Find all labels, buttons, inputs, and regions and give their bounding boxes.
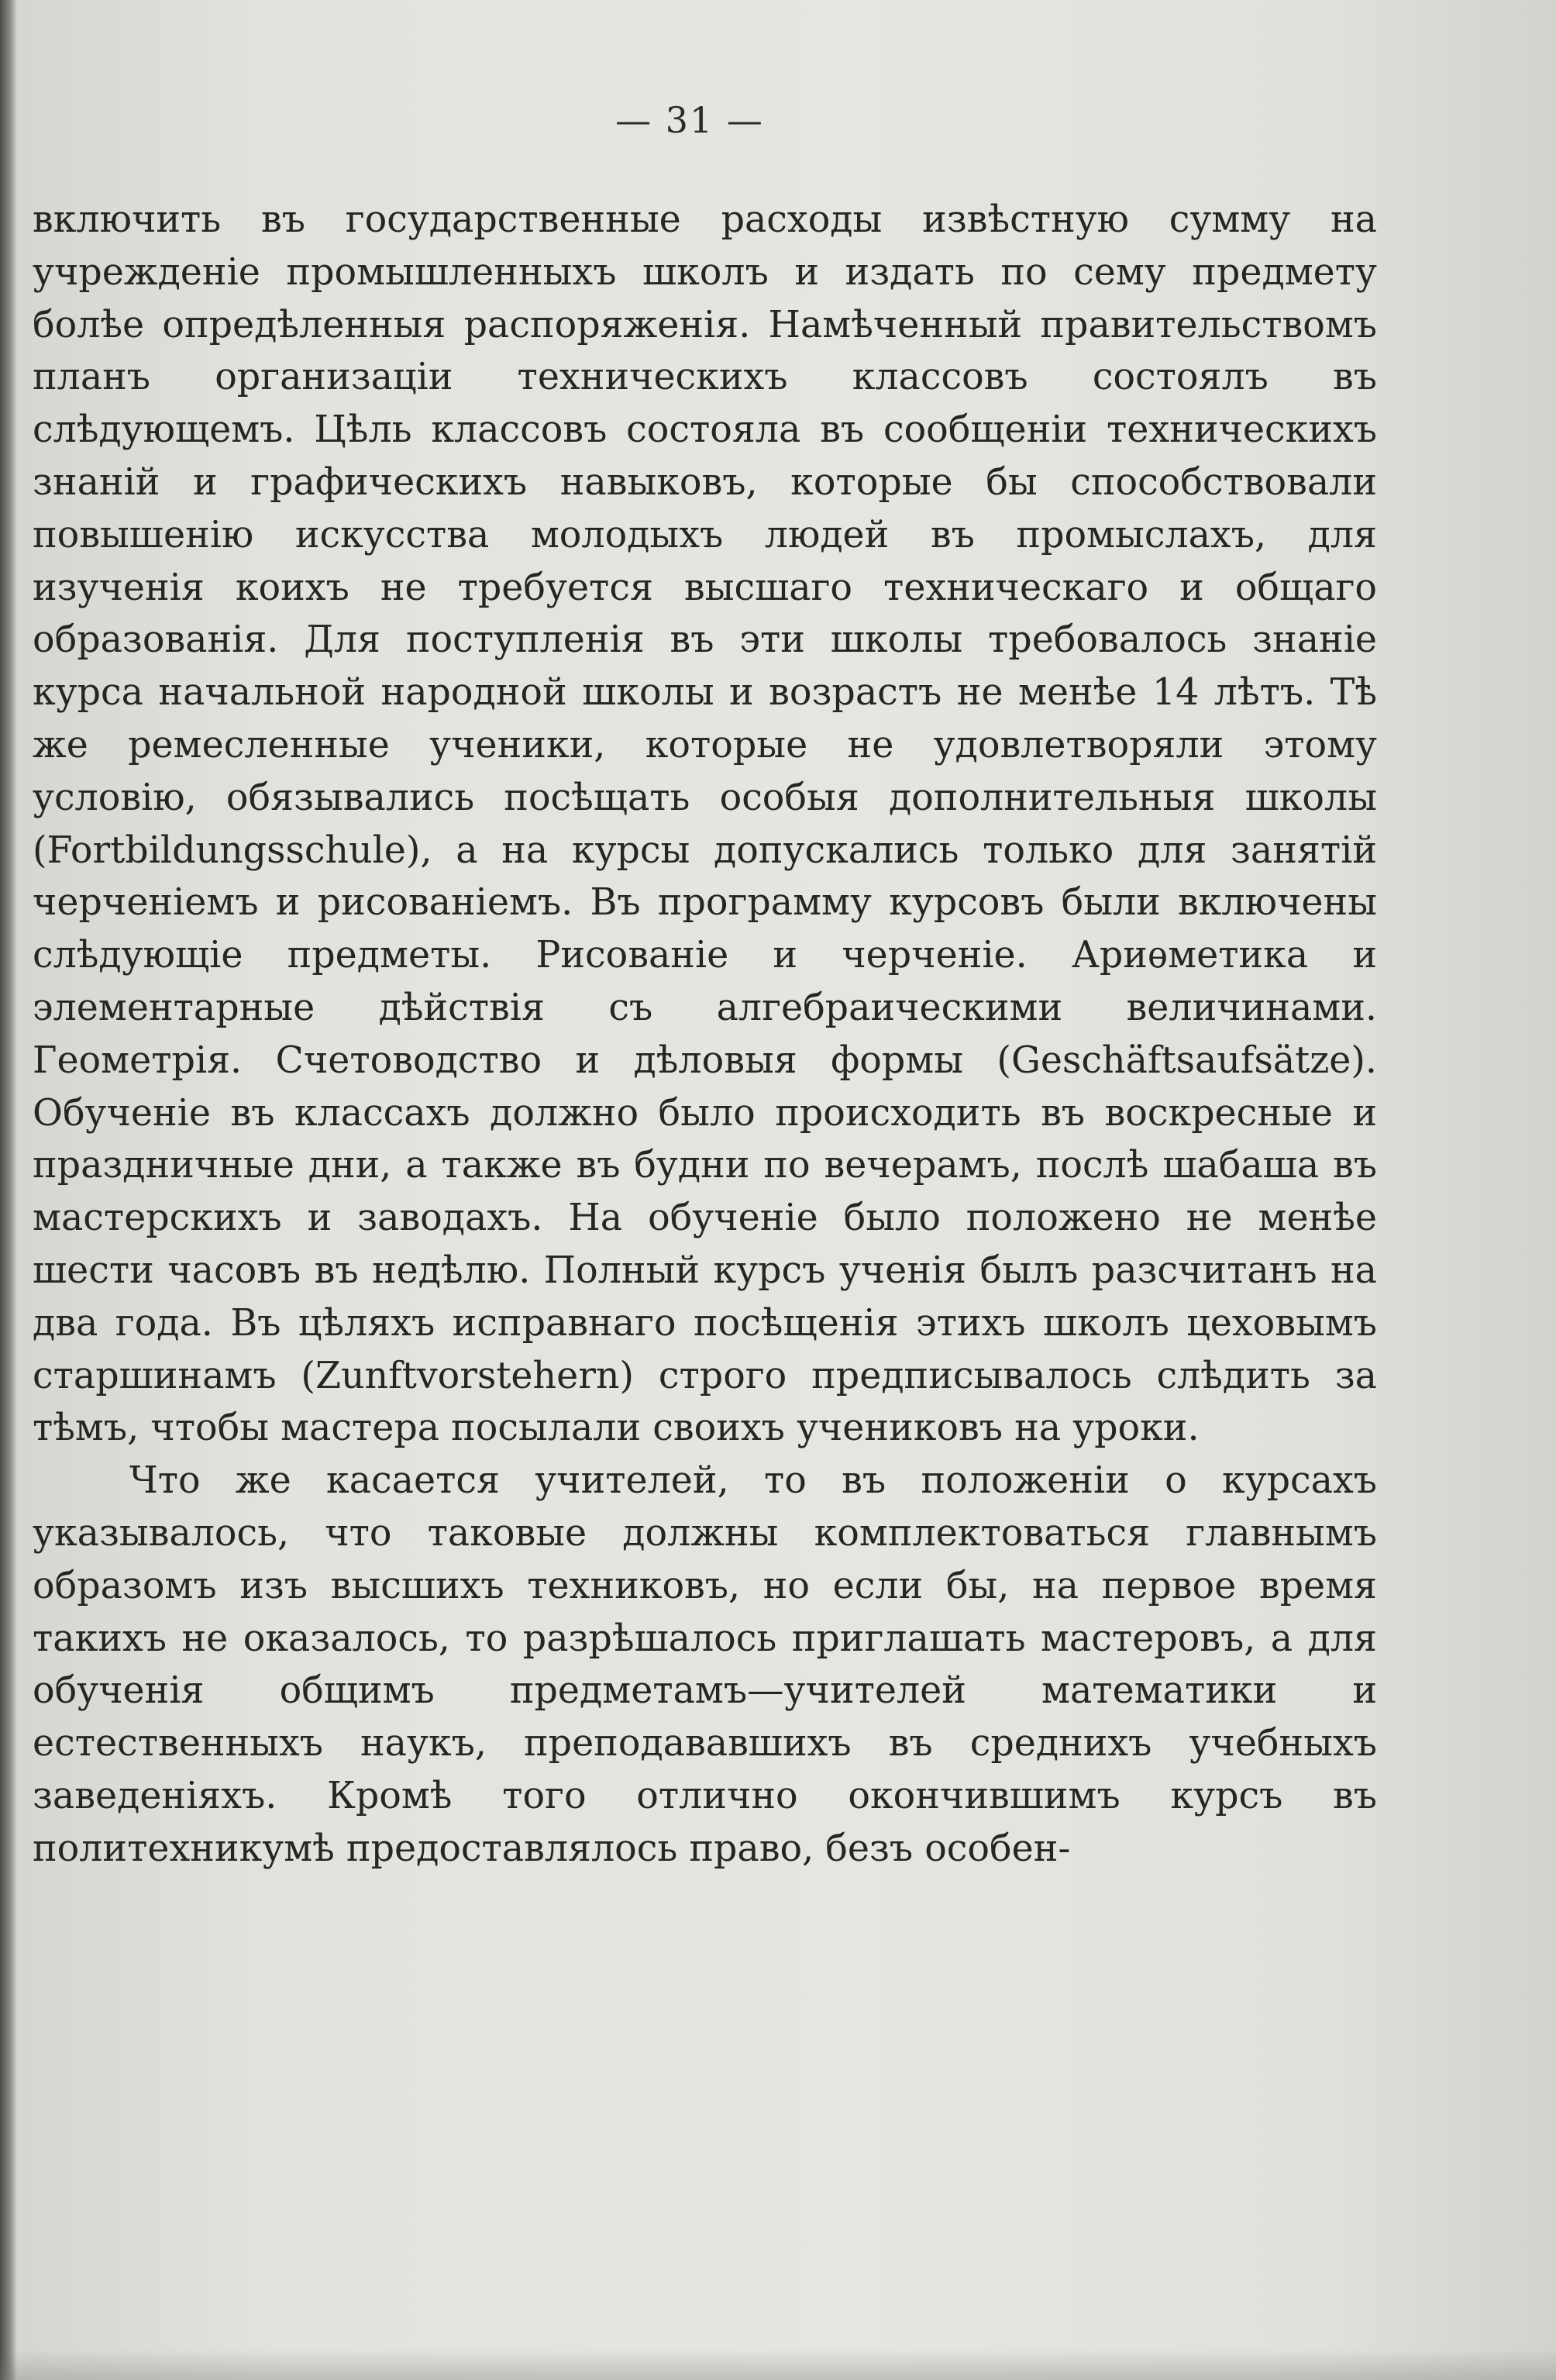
body-text bbox=[33, 194, 1377, 1875]
book-spine-shadow bbox=[0, 0, 17, 2380]
paragraph-2: Что же касается учителей, то въ положеніи о курсахъ указывалось, что таковые должны комплектоваться главнымъ образомъ изъ высшихъ техниковъ, но если бы, на первое время такихъ не оказалось, то разрѣшалось приглашать мастеровъ, а для обученія общимъ предметамъ—учителей математики и естественныхъ наукъ, преподававшихъ въ среднихъ учебныхъ заведеніяхъ. Кромѣ того отлично окончившимъ курсъ въ политехникумѣ предоставлялось право, безъ особен- bbox=[33, 1459, 1377, 1870]
page-number: — 31 — bbox=[615, 99, 764, 141]
paragraph-1: включить въ государственные расходы извѣстную сумму на учрежденіе промышленныхъ школъ и издать по сему предмету болѣе опредѣленныя распоряженія. Намѣченный правительствомъ планъ организаціи техническихъ классовъ состоялъ въ слѣдующемъ. Цѣль классовъ состояла въ сообщеніи техническихъ знаній и графическихъ навыковъ, которые бы способствовали повышенію искусства молодыхъ людей въ промыслахъ, для изученія коихъ не требуется высшаго техническаго и общаго образованія. Для поступленія въ эти школы требовалось знаніе курса начальной народной школы и возрастъ не менѣе 14 лѣтъ. Тѣ же ремесленные ученики, которые не удовлетворяли этому условію, обязывались посѣщать особыя дополнительныя школы (Fortbildungsschule), а на курсы допускались только для занятій черченіемъ и рисованіемъ. Въ программу курсовъ были включены слѣдующіе предметы. Рисованіе и черченіе. Ариѳметика и элементарные дѣйствія съ алгебраическими величинами. Геометрія. Счетоводство и дѣловыя формы (Geschäftsaufsätze). Обученіе въ классахъ должно было происходить въ воскресные и праздничные дни, а также въ будни по вечерамъ, послѣ шабаша въ мастерскихъ и заводахъ. На обученіе было положено не менѣе шести часовъ въ недѣлю. Полный курсъ ученія былъ разсчитанъ на два года. Въ цѣляхъ исправнаго посѣщенія этихъ школъ цеховымъ старшинамъ (Zunftvorstehern) строго предписывалось слѣдить за тѣмъ, чтобы мастера посылали своихъ учениковъ на уроки. bbox=[33, 198, 1377, 1450]
page-bottom-edge bbox=[0, 2349, 1556, 2380]
